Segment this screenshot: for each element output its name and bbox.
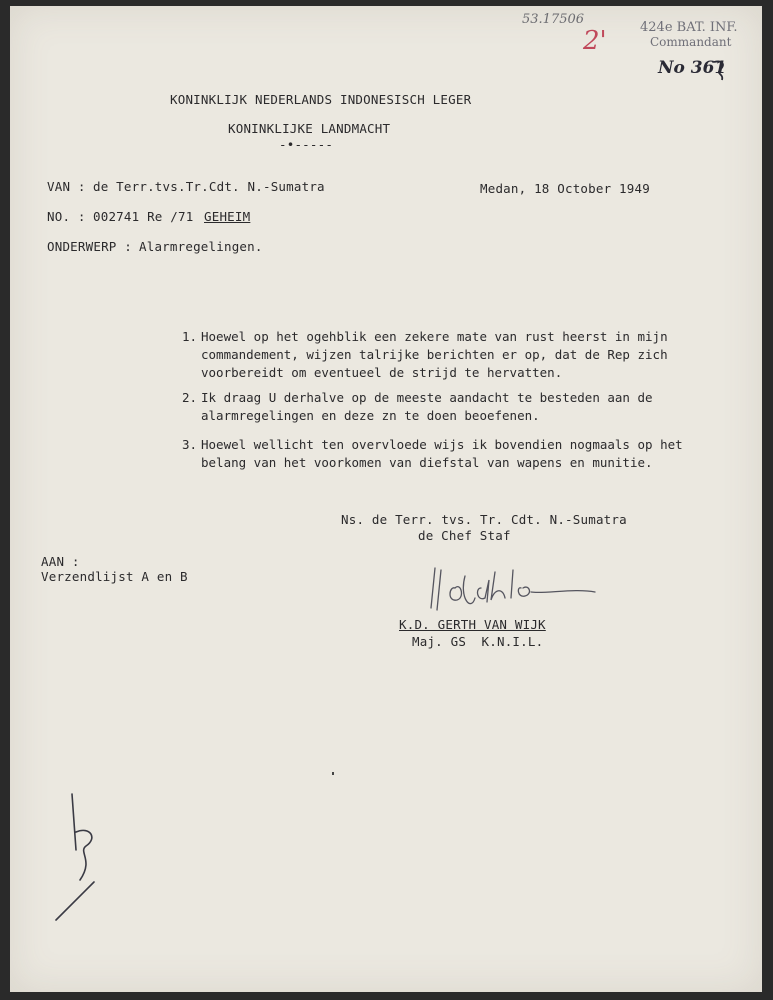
paragraph-number: 2. [182, 390, 198, 405]
pencil-reference: 53.17506 [522, 12, 585, 27]
paragraph [182, 436, 702, 472]
paragraph [182, 328, 702, 382]
signatory-rank: Maj. GS K.N.I.L. [412, 634, 544, 649]
number-value: 002741 Re /71 [93, 209, 194, 224]
handwritten-number: No 361 [658, 58, 727, 78]
stamp-battalion: 424e BAT. INF. [640, 20, 738, 35]
handwritten-flourish [712, 58, 730, 82]
handwritten-signature [425, 558, 605, 618]
paragraph-number: 3. [182, 437, 198, 452]
paragraph-text: Ik draag U derhalve op de meeste aandacht te besteden aan de alarmregelingen en deze zn te doen beoefenen. [201, 390, 653, 423]
org-line-1: KONINKLIJK NEDERLANDS INDONESISCH LEGER [170, 92, 472, 107]
recipients-label: AAN : [41, 554, 80, 569]
classification-secret: GEHEIM [204, 209, 251, 224]
number-label: NO. : [47, 209, 86, 224]
org-line-2: KONINKLIJKE LANDMACHT [228, 121, 391, 136]
signatory-name: K.D. GERTH VAN WIJK [399, 617, 546, 632]
subject-label: ONDERWERP : [47, 239, 132, 254]
recipients-value: Verzendlijst A en B [41, 569, 188, 584]
signature-on-behalf: Ns. de Terr. tvs. Tr. Cdt. N.-Sumatra [341, 512, 627, 527]
stamp-commandant: Commandant [650, 35, 732, 49]
van-label: VAN : [47, 179, 86, 194]
paragraph [182, 389, 702, 425]
pencil-annotation [50, 790, 110, 925]
subject-value: Alarmregelingen. [139, 239, 263, 254]
paragraph-text: Hoewel wellicht ten overvloede wijs ik bovendien nogmaals op het belang van het voorkomen van diefstal van wapens en munitie. [201, 437, 683, 470]
van-value: de Terr.tvs.Tr.Cdt. N.-Sumatra [93, 179, 325, 194]
paragraph-number: 1. [182, 329, 198, 344]
ink-speck [332, 772, 334, 775]
red-pencil-mark: 2' [583, 26, 607, 56]
place-date: Medan, 18 October 1949 [480, 181, 650, 196]
paragraph-text: Hoewel op het ogehblik een zekere mate van rust heerst in mijn commandement, wijzen talrijke berichten er op, dat de Rep zich voorbereidt om eventueel de strijd te hervatten. [201, 329, 668, 380]
org-rule: -•----- [279, 137, 334, 152]
document-page [10, 6, 762, 992]
signature-role: de Chef Staf [418, 528, 511, 543]
